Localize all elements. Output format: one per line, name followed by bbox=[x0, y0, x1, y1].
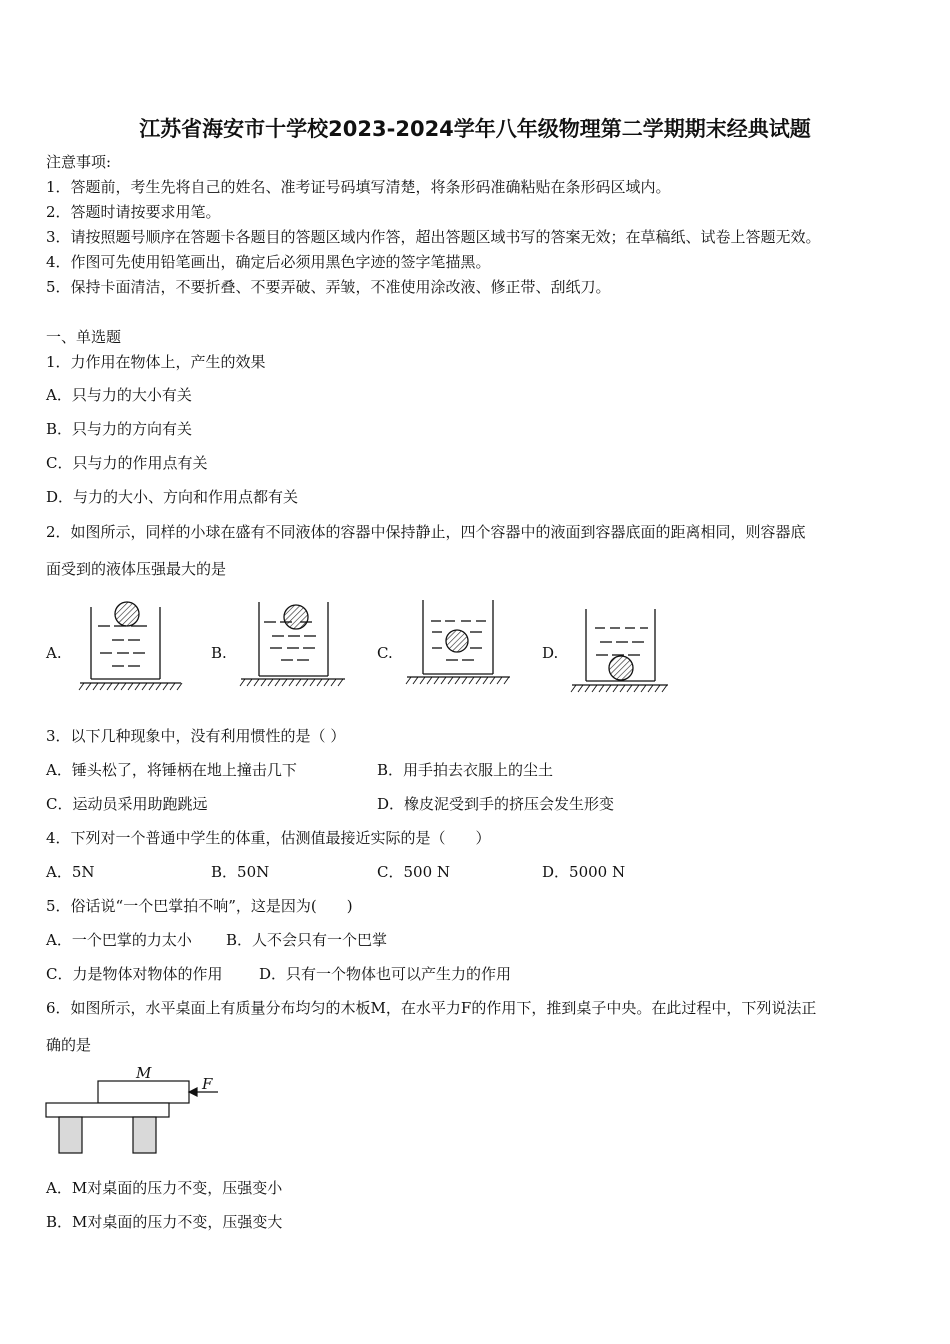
q4-option-b: B．50N bbox=[211, 863, 270, 881]
table-leg-left bbox=[59, 1117, 82, 1153]
q6-stem-line1: 6．如图所示，水平桌面上有质量分布均匀的木板M，在水平力F的作用下，推到桌子中央。在此过程中，下列说法正 bbox=[46, 999, 817, 1017]
notice-heading: 注意事项: bbox=[46, 153, 112, 171]
q2-stem-line2: 面受到的液体压强最大的是 bbox=[46, 560, 227, 578]
label-m: M bbox=[136, 1064, 152, 1082]
force-arrowhead bbox=[189, 1088, 197, 1096]
q4-stem: 4．下列对一个普通中学生的体重，估测值最接近实际的是（ ） bbox=[46, 829, 491, 847]
q1-option-a: A．只与力的大小有关 bbox=[46, 386, 192, 404]
q3-option-d: D．橡皮泥受到手的挤压会发生形变 bbox=[377, 795, 615, 813]
q3-option-b: B．用手拍去衣服上的尘土 bbox=[377, 761, 554, 779]
q4-option-d: D．5000 N bbox=[542, 863, 626, 881]
q2-label-b: B. bbox=[211, 644, 227, 662]
q1-option-b: B．只与力的方向有关 bbox=[46, 420, 193, 438]
q1-stem: 1．力作用在物体上，产生的效果 bbox=[46, 353, 266, 371]
q5-option-b: B．人不会只有一个巴掌 bbox=[226, 931, 388, 949]
q6-option-b: B．M对桌面的压力不变，压强变大 bbox=[46, 1213, 283, 1231]
section-heading: 一、单选题 bbox=[46, 328, 122, 346]
board-m bbox=[98, 1081, 189, 1103]
q5-stem: 5．俗话说“一个巴掌拍不响”，这是因为( ) bbox=[46, 897, 353, 915]
label-f: F bbox=[202, 1075, 213, 1093]
q3-stem: 3．以下几种现象中，没有利用惯性的是（ ） bbox=[46, 727, 346, 745]
notice-item: 3．请按照题号顺序在答题卡各题目的答题区域内作答，超出答题区域书写的答案无效；在草稿纸、试卷上答题无效。 bbox=[46, 228, 821, 246]
q2-label-c: C. bbox=[377, 644, 393, 662]
notice-item: 4．作图可先使用铅笔画出，确定后必须用黑色字迹的签字笔描黑。 bbox=[46, 253, 491, 271]
notice-item: 5．保持卡面清洁，不要折叠、不要弄破、弄皱，不准使用涂改液、修正带、刮纸刀。 bbox=[46, 278, 611, 296]
q5-option-d: D．只有一个物体也可以产生力的作用 bbox=[259, 965, 512, 983]
q6-option-a: A．M对桌面的压力不变，压强变小 bbox=[46, 1179, 283, 1197]
page-title: 江苏省海安市十学校2023-2024学年八年级物理第二学期期末经典试题 bbox=[139, 117, 811, 141]
q2-label-d: D. bbox=[542, 644, 559, 662]
q2-label-a: A. bbox=[46, 644, 62, 662]
q4-option-c: C．500 N bbox=[377, 863, 451, 881]
table-top bbox=[46, 1103, 169, 1117]
q3-option-c: C．运动员采用助跑跳远 bbox=[46, 795, 208, 813]
notice-item: 1．答题前，考生先将自己的姓名、准考证号码填写清楚，将条形码准确粘贴在条形码区域内。 bbox=[46, 178, 671, 196]
table-leg-right bbox=[133, 1117, 156, 1153]
q6-stem-line2: 确的是 bbox=[46, 1036, 92, 1054]
notice-item: 2．答题时请按要求用笔。 bbox=[46, 203, 221, 221]
q1-option-c: C．只与力的作用点有关 bbox=[46, 454, 208, 472]
q4-option-a: A．5N bbox=[46, 863, 95, 881]
q5-option-a: A．一个巴掌的力太小 bbox=[46, 931, 192, 949]
q5-option-c: C．力是物体对物体的作用 bbox=[46, 965, 223, 983]
q3-option-a: A．锤头松了，将锤柄在地上撞击几下 bbox=[46, 761, 297, 779]
q2-stem-line1: 2．如图所示，同样的小球在盛有不同液体的容器中保持静止，四个容器中的液面到容器底面的距离相同，则容器底 bbox=[46, 523, 806, 541]
q1-option-d: D．与力的大小、方向和作用点都有关 bbox=[46, 488, 299, 506]
